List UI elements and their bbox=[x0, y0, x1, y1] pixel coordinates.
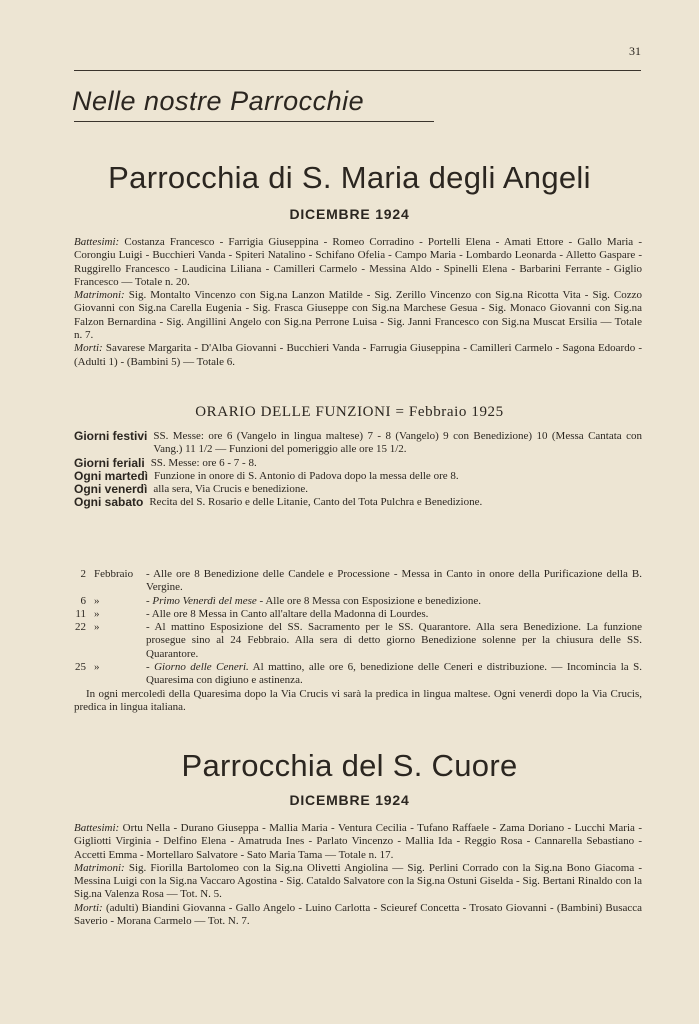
febbraio-text bbox=[146, 661, 642, 688]
battesimi-text: Ortu Nella - Durano Giuseppa - Mallia Maria - Ventura Cecilia - Tufano Raffaele - Zama Doriano - Lucchi Maria - Gigliotti Virginia - Delfino Elena - Amatruda Ines - Parlato Vincenzo - Mallia Ida - Reggio Rosa - Cannarella Sebastiano - Accetti Emma - Mortellaro Salvatore - Sato Maria Tama — Totale n. 17. bbox=[74, 822, 643, 861]
febbraio-text bbox=[146, 595, 642, 608]
orario-item bbox=[74, 496, 642, 509]
orario-item-head: Ogni venerdì bbox=[74, 482, 148, 497]
orario-item-head: Giorni festivi bbox=[74, 429, 148, 443]
orario-item-text: Recita del S. Rosario e delle Litanie, Canto del Tota Pulchra e Benedizione. bbox=[149, 496, 483, 509]
febbraio-item bbox=[74, 608, 642, 621]
orario-item-head: Ogni martedì bbox=[74, 468, 149, 483]
morti-label: Morti: bbox=[74, 901, 103, 914]
parish-title-santa-maria: Parrocchia di S. Maria degli Angeli bbox=[108, 160, 591, 195]
date-month: » bbox=[94, 661, 100, 674]
date-month: » bbox=[94, 594, 100, 607]
morti-text: Savarese Margarita - D'Alba Giovanni - Bucchieri Vanda - Farrugia Giuseppina - Camilleri Carmelo - Sagona Edoardo - (Adulti 1) - (Bambini 5) — Totale 6. bbox=[74, 342, 643, 368]
parish1-morti bbox=[74, 342, 642, 369]
febbraio-desc: - Al mattino Esposizione del SS. Sacramento per le SS. Quarantore. Alla sera Benedizione. La funzione prosegue sino al 24 Febbraio. Alla sera di detto giorno Benedizione solenne per la chiusura delle SS. Quarantore. bbox=[146, 621, 642, 660]
orario-item bbox=[74, 470, 642, 483]
parish2-battesimi bbox=[74, 822, 642, 862]
febbraio-desc: - Alle ore 8 Messa in Canto all'altare della Madonna di Lourdes. bbox=[146, 607, 429, 620]
orario-item bbox=[74, 430, 642, 457]
febbraio-italic: - Primo Venerdì del mese bbox=[146, 594, 257, 607]
parish2-matrimoni bbox=[74, 862, 642, 902]
orario-item-head: Ogni sabato bbox=[74, 495, 144, 510]
matrimoni-text: Sig. Fiorilla Bartolomeo con la Sig.na Olivetti Angiolina — Sig. Perlini Corrado con la Sig.na Bono Giacoma - Messina Luigi con la Sig.na Vaccaro Agostina - Sig. Cataldo Salvatore con la Sig.na Ostuni Giselda - Sig. Bertani Rinaldo con la Sig.na Valenza Rosa — Tot. N. 5. bbox=[74, 861, 643, 901]
orario-item bbox=[74, 483, 642, 496]
febbraio-desc: Al mattino, alle ore 6, benedizione delle Ceneri e distribuzione. — Incomincia la S. Quaresima con digiuno e astinenza. bbox=[146, 661, 642, 687]
page-number: 31 bbox=[629, 44, 641, 58]
febbraio-date bbox=[74, 608, 146, 621]
orario-item-text: SS. Messe: ore 6 - 7 - 8. bbox=[150, 456, 257, 469]
parish1-battesimi bbox=[74, 236, 642, 289]
parish-month-1: DICEMBRE 1924 bbox=[289, 206, 410, 222]
date-day: 6 bbox=[80, 594, 86, 607]
febbraio-item bbox=[74, 568, 642, 595]
parish2-registry bbox=[74, 822, 642, 928]
febbraio-italic: - Giorno delle Ceneri. bbox=[146, 661, 249, 674]
parish-title-sacro-cuore: Parrocchia del S. Cuore bbox=[181, 748, 518, 783]
date-month: » bbox=[94, 607, 100, 620]
morti-text: (adulti) Biandini Giovanna - Gallo Angelo - Luino Carlotta - Scieuref Concetta - Trosato Giovanni - (Bambini) Busacca Saverio - Morana Carmelo — Tot. N. 7. bbox=[74, 901, 643, 928]
febbraio-text bbox=[146, 608, 642, 621]
section-heading: Nelle nostre Parrocchie bbox=[72, 86, 365, 116]
date-month: Febbraio bbox=[94, 568, 134, 580]
orario-item-text: SS. Messe: ore 6 (Vangelo in lingua maltese) 7 - 8 (Vangelo) 9 con Benedizione) 10 (Messa Cantata con Vang.) 11 1/2 — Funzioni del pomeriggio alle ore 15 1/2. bbox=[153, 430, 642, 456]
section-heading-underline bbox=[74, 121, 434, 122]
top-divider bbox=[74, 70, 641, 71]
parish1-registry bbox=[74, 236, 642, 369]
orario-item-text: alla sera, Via Crucis e benedizione. bbox=[153, 483, 308, 496]
febbraio-item bbox=[74, 621, 642, 661]
date-day: 22 bbox=[75, 621, 86, 634]
quaresima-note: In ogni mercoledì della Quaresima dopo la Via Crucis vi sarà la predica in lingua maltese. Ogni venerdì dopo la Via Crucis, predica in lingua italiana. bbox=[74, 687, 642, 713]
febbraio-item bbox=[74, 595, 642, 608]
morti-label: Morti: bbox=[74, 342, 103, 355]
orario-item-head: Giorni feriali bbox=[74, 455, 145, 470]
battesimi-label: Battesimi: bbox=[74, 236, 120, 248]
febbraio-desc: - Alle ore 8 Benedizione delle Candele e Processione - Messa in Canto in onore della Purificazione della B. Vergine. bbox=[146, 568, 642, 594]
febbraio-item bbox=[74, 661, 642, 688]
orario-item bbox=[74, 457, 642, 470]
date-day: 25 bbox=[75, 661, 86, 674]
parish-month-2: DICEMBRE 1924 bbox=[289, 792, 410, 808]
parish2-morti bbox=[74, 902, 642, 929]
battesimi-text: Costanza Francesco - Farrigia Giuseppina - Romeo Corradino - Portelli Elena - Amati Ettore - Gallo Maria - Corongiu Luigi - Bucchieri Vanda - Spiteri Natalino - Schifano Ofelia - Campo Maria - Lombardo Leonarda - Alletto Gaspare - Ruggirello Francesco - Laudicina Liliana - Camilleri Carmelo - Messina Aldo - Spinelli Elena - Barbarini Ferrante - Giglio Francesco — Totale n. 20. bbox=[74, 236, 642, 288]
date-day: 11 bbox=[75, 607, 86, 620]
orario-item-text: Funzione in onore di S. Antonio di Padova dopo la messa delle ore 8. bbox=[154, 469, 459, 482]
date-day: 2 bbox=[80, 568, 86, 580]
febbraio-schedule bbox=[74, 568, 642, 714]
febbraio-date bbox=[74, 661, 146, 688]
matrimoni-label: Matrimoni: bbox=[74, 861, 125, 874]
febbraio-text bbox=[146, 621, 642, 661]
febbraio-date bbox=[74, 568, 146, 595]
matrimoni-text: Sig. Montalto Vincenzo con Sig.na Lanzon Matilde - Sig. Zerillo Vincenzo con Sig.na Ricotta Vita - Sig. Cozzo Giovanni con Sig.na Carella Eugenia - Sig. Frasca Giuseppe con Sig.na Marchese Gesua - Sig. Monaco Giovanni con Sig.na Falzon Bernardina - Sig. Angillini Angelo con Sig.na Perrone Luisa - Sig. Janni Francesco con Sig.na Muscat Ersilia — Totale n. 7. bbox=[74, 289, 643, 342]
febbraio-text bbox=[146, 568, 642, 595]
febbraio-desc: - Alle ore 8 Messa con Esposizione e benedizione. bbox=[259, 594, 482, 607]
matrimoni-label: Matrimoni: bbox=[74, 289, 125, 302]
orario-title: ORARIO DELLE FUNZIONI = Febbraio 1925 bbox=[195, 404, 504, 420]
febbraio-date bbox=[74, 621, 146, 661]
febbraio-date bbox=[74, 595, 146, 608]
parish1-matrimoni bbox=[74, 289, 642, 342]
date-month: » bbox=[94, 621, 100, 634]
orario-list bbox=[74, 430, 642, 510]
battesimi-label: Battesimi: bbox=[74, 822, 120, 834]
